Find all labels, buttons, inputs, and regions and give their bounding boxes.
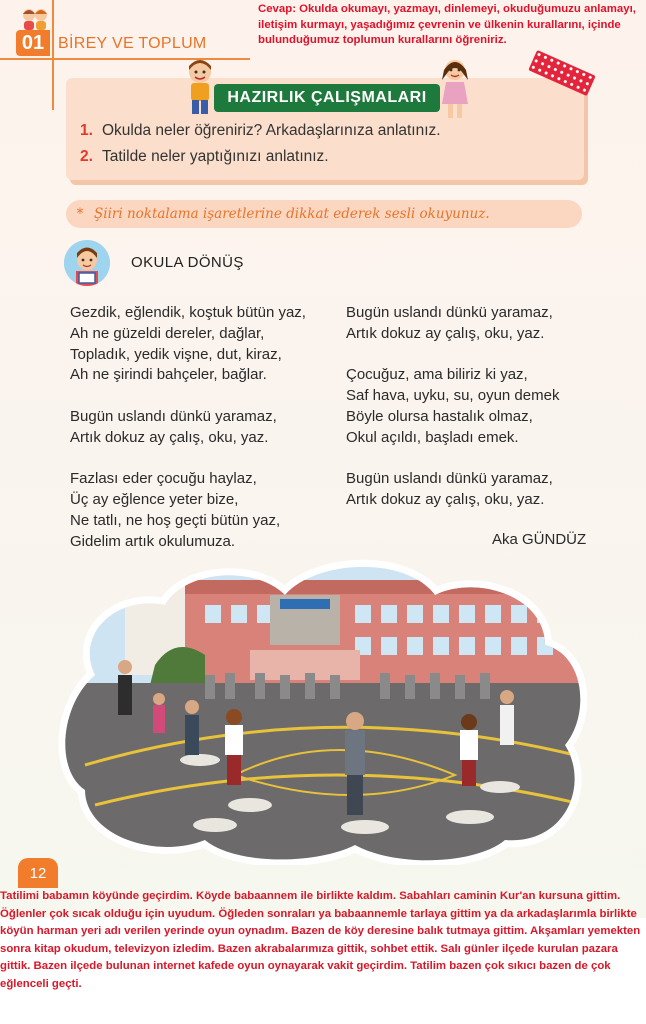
poem-line: Ah ne güzeldi dereler, dağlar,	[70, 324, 265, 342]
poem-line: Topladık, yedik vişne, dut, kiraz,	[70, 345, 282, 363]
poem-line: Ne tatlı, ne hoş geçti bütün yaz,	[70, 511, 281, 529]
poem-stanza	[70, 469, 306, 552]
answer-text-top: Cevap: Okulda okumayı, yazmayı, dinlemeyi, okuduğumuzu anlamayı, iletişim kurmayı, yaşadığımız çevrenin ve ülkenin kurallarını, içinde bulunduğumuz toplumun kurallarını öğreniriz.	[258, 3, 636, 46]
poem-line: Saf hava, uyku, su, oyun demek	[346, 387, 560, 405]
unit-title: BİREY VE TOPLUM	[58, 35, 207, 52]
poem-stanza	[346, 303, 559, 345]
kids-logo-icon	[18, 6, 52, 30]
instruction-text: Şiiri noktalama işaretlerine dikkat ederek sesli okuyunuz.	[94, 206, 490, 222]
poem-title: OKULA DÖNÜŞ	[131, 254, 244, 271]
poem-column-left	[70, 303, 306, 573]
poem-line: Çocuğuz, ama biliriz ki yaz,	[346, 366, 528, 384]
poem-stanza	[346, 365, 559, 448]
reading-boy-icon	[64, 240, 110, 286]
question-number: 2.	[80, 148, 93, 165]
poem-line: Bugün uslandı dünkü yaramaz,	[70, 407, 277, 425]
poem-stanza	[70, 303, 306, 386]
girl-character-icon	[438, 56, 472, 120]
question-list	[80, 120, 441, 172]
poem-line: Bugün uslandı dünkü yaramaz,	[346, 304, 553, 321]
star-icon: *	[76, 206, 84, 222]
poem-line: Artık dokuz ay çalış, oku, yaz.	[346, 324, 545, 342]
school-courtyard-photo	[55, 555, 595, 865]
question-number: 1.	[80, 122, 93, 139]
question-item	[80, 146, 441, 172]
question-item	[80, 120, 441, 146]
unit-divider-vertical	[52, 0, 54, 110]
poem-line: Üç ay eğlence yeter bize,	[70, 491, 239, 509]
answer-text-bottom: Tatilimi babamın köyünde geçirdim. Köyde babaannem ile birlikte kaldım. Sabahları caminin Kur'an kursuna gittim. Öğlenler çok sıcak olduğu için uyudum. Öğleden sonraları ya babaannemle tarlaya gittim ya da arkadaşlarımla birlikte köyün harman yeri adı verilen yerinde oyun oynadım. Bazen de köy deresine balık tutmaya gittim. Akşamları yemekten sonra kitap okudum, televizyon izledim. Bazen akrabalarımıza gittik, sohbet ettik. Salı günler ilçede kurulan pazara gittik. Bazen ilçede bulunan internet kafede oyun oynayarak vakit geçirdim. Tatilim bazen çok sıkıcı bazen de çok eğlenceli geçti.	[0, 890, 641, 990]
poem-line: Gidelim artık okulumuza.	[70, 532, 236, 550]
preparation-title: HAZIRLIK ÇALIŞMALARI	[214, 84, 440, 112]
unit-number-badge: 01	[16, 30, 50, 56]
poem-line: Ah ne şirindi bahçeler, bağlar.	[70, 366, 267, 384]
poem-line: Fazlası eder çocuğu haylaz,	[70, 470, 257, 488]
poem-column-right	[346, 303, 559, 532]
poem-line: Artık dokuz ay çalış, oku, yaz.	[70, 428, 269, 446]
page-number: 12	[18, 858, 58, 888]
poem-line: Gezdik, eğlendik, koştuk bütün yaz,	[70, 304, 306, 321]
question-text: Okulda neler öğreniriz? Arkadaşlarınıza anlatınız.	[102, 122, 441, 139]
poem-stanza	[70, 407, 306, 449]
instruction-bar	[66, 200, 582, 228]
question-text: Tatilde neler yaptığınızı anlatınız.	[102, 148, 329, 165]
poem-line: Böyle olursa hastalık olmaz,	[346, 407, 533, 425]
poem-line: Bugün uslandı dünkü yaramaz,	[346, 470, 553, 488]
boy-character-icon	[182, 58, 218, 116]
poem-line: Artık dokuz ay çalış, oku, yaz.	[346, 491, 545, 509]
poet-name: Aka GÜNDÜZ	[492, 531, 587, 548]
poem-line: Okul açıldı, başladı emek.	[346, 428, 519, 446]
poem-stanza	[346, 469, 559, 511]
